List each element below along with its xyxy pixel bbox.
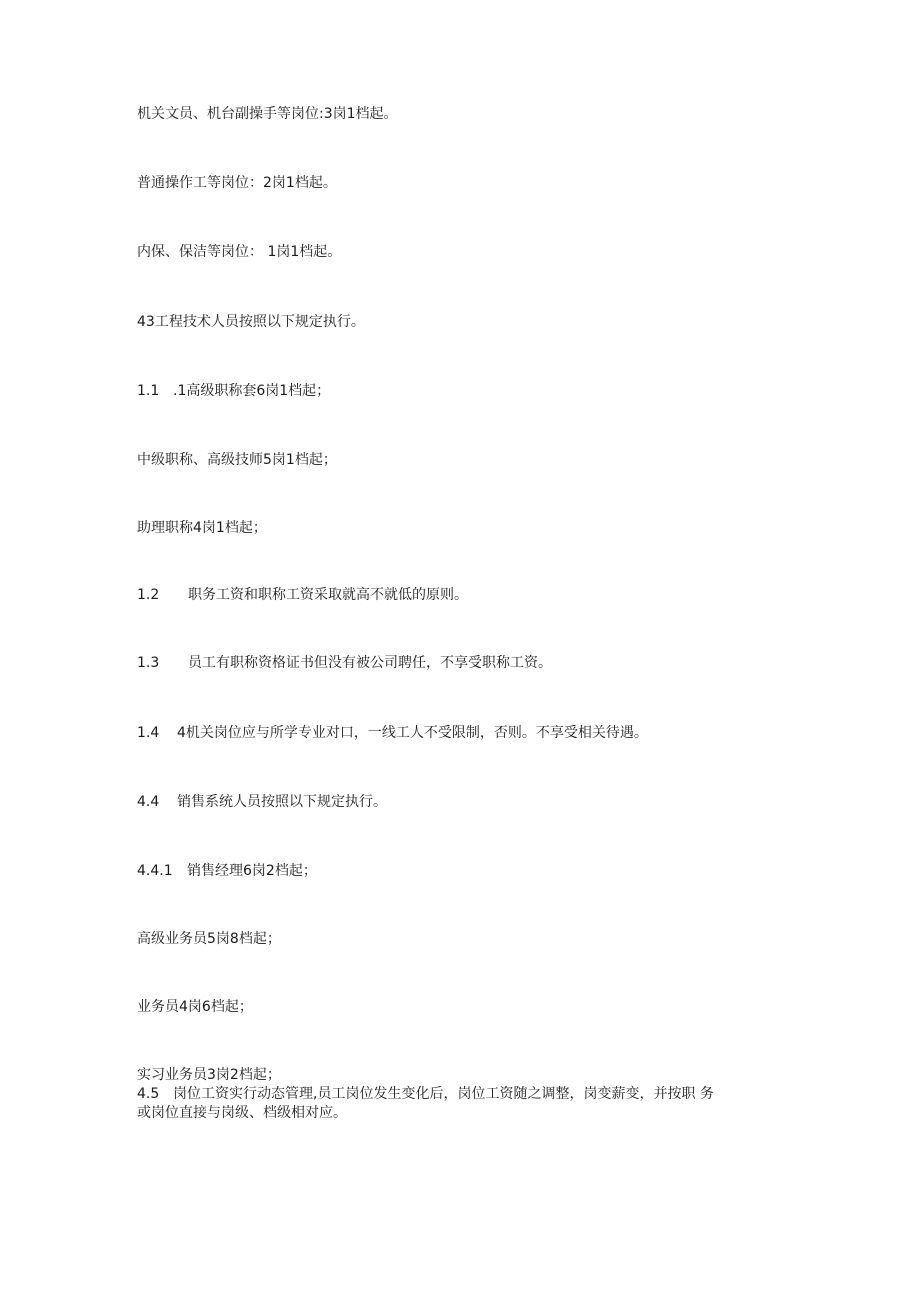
line-text: 岗位工资实行动态管理,员工岗位发生变化后，岗位工资随之调整，岗变薪变，并按职 务: [173, 1086, 714, 1102]
item-number: 4.5: [137, 1086, 160, 1102]
line-text: 销售系统人员按照以下规定执行。: [177, 794, 387, 810]
line-text: .1高级职称套6岗1档起；: [173, 383, 331, 399]
line-text: 4机关岗位应与所学专业对口，一线工人不受限制，否则。不享受相关待遇。: [177, 725, 648, 741]
line-text: 员工有职称资格证书但没有被公司聘任，不享受职称工资。: [188, 655, 552, 671]
text-line: [137, 243, 341, 261]
numbered-item: [137, 586, 468, 604]
line-text: 实习业务员3岗2档起；: [137, 1067, 281, 1083]
numbered-item: [137, 382, 330, 400]
numbered-item: [137, 654, 552, 672]
numbered-item: [137, 862, 317, 880]
item-number: 1.4: [137, 725, 160, 741]
item-number: 1.3: [137, 655, 160, 671]
line-text: 机关文员、机台副操手等岗位:3岗1档起。: [137, 106, 398, 122]
line-text: 高级业务员5岗8档起；: [137, 931, 281, 947]
text-line: [137, 519, 267, 537]
line-text: 或岗位直接与岗级、档级相对应。: [137, 1105, 347, 1121]
line-text: 中级职称、高级技师5岗1档起；: [137, 452, 337, 468]
line-text: 助理职称4岗1档起；: [137, 520, 267, 536]
item-number: 1.1: [137, 383, 160, 399]
line-text: 43工程技术人员按照以下规定执行。: [137, 314, 365, 330]
numbered-item: [137, 793, 387, 811]
section-heading: [137, 313, 365, 331]
numbered-item: [137, 724, 648, 742]
line-text: 业务员4岗6档起；: [137, 999, 253, 1015]
line-text: 销售经理6岗2档起；: [187, 863, 317, 879]
text-line: [137, 451, 337, 469]
item-number: 4.4: [137, 794, 160, 810]
line-text: 普通操作工等岗位：2岗1档起。: [137, 175, 337, 191]
numbered-item: [137, 1085, 714, 1103]
text-line: [137, 1104, 347, 1122]
text-line: [137, 105, 398, 123]
text-line: [137, 1066, 281, 1084]
text-line: [137, 174, 337, 192]
line-text: 内保、保洁等岗位： 1岗1档起。: [137, 244, 342, 260]
text-line: [137, 998, 253, 1016]
item-number: 4.4.1: [137, 863, 173, 879]
line-text: 职务工资和职称工资采取就高不就低的原则。: [188, 587, 468, 603]
item-number: 1.2: [137, 587, 160, 603]
text-line: [137, 930, 281, 948]
